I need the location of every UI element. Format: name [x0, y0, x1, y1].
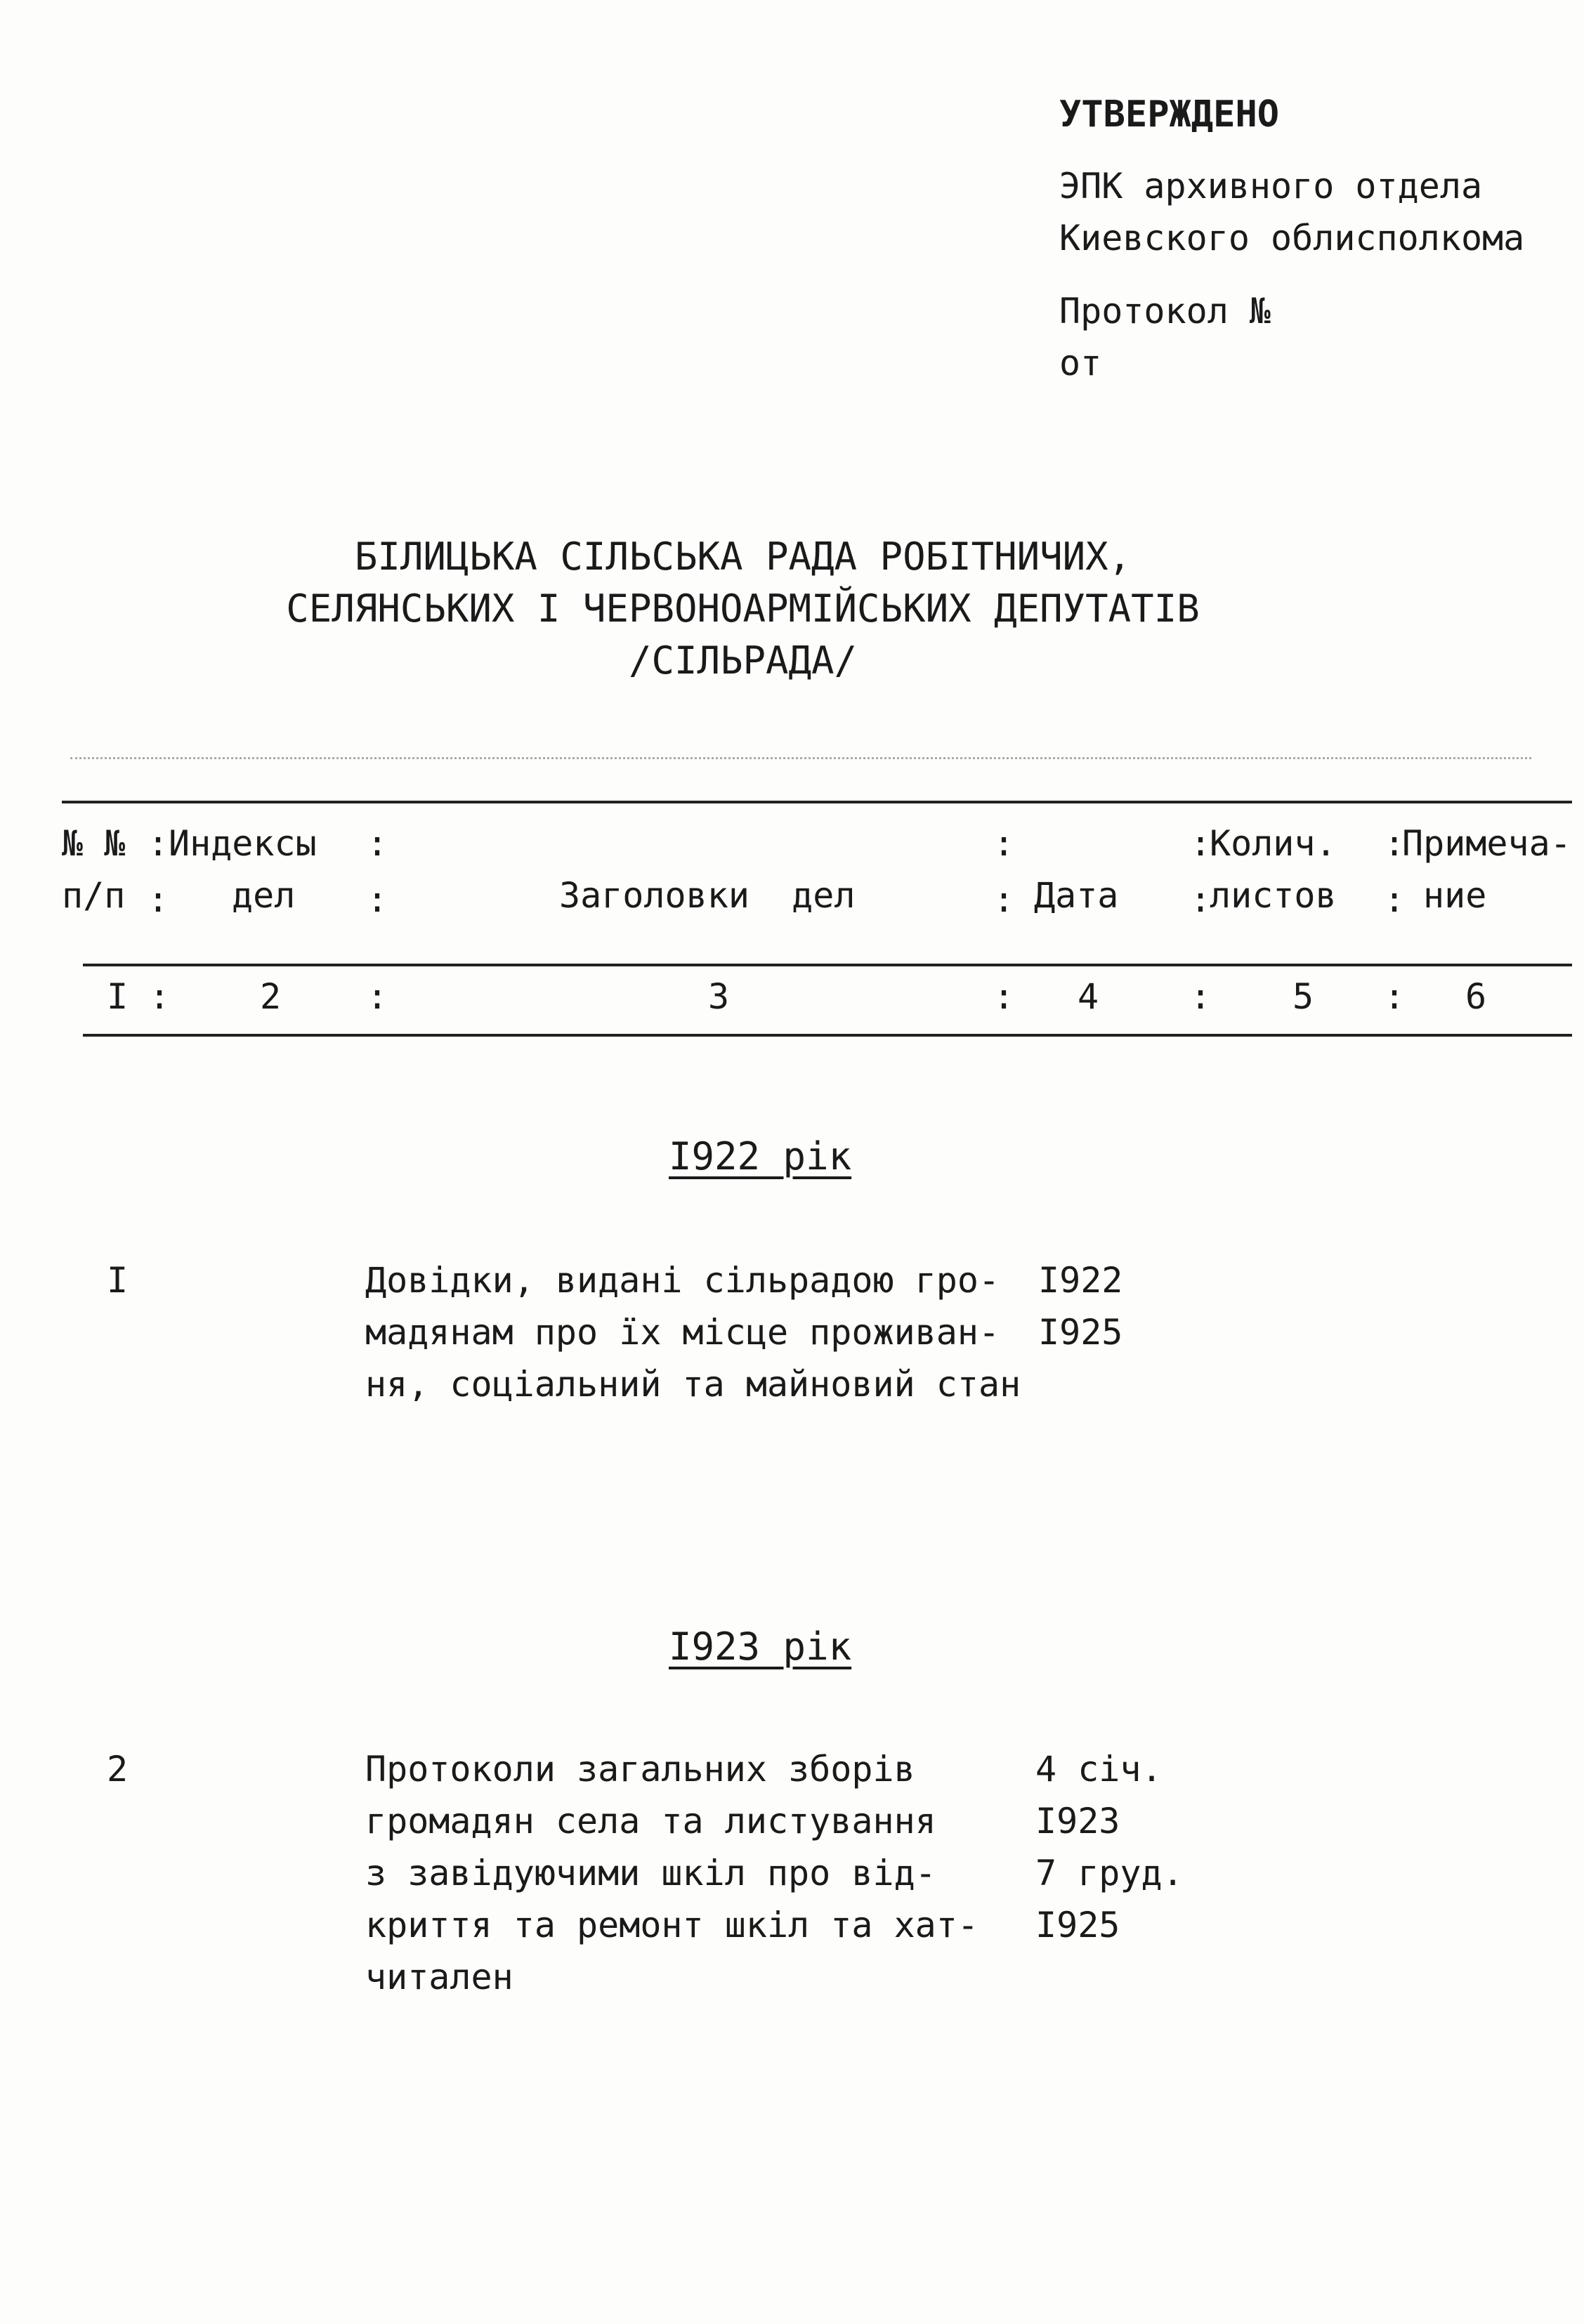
header-separator: :: [993, 976, 1015, 1017]
header-col-number-l2: п/п: [62, 875, 126, 916]
approval-line-2: Киевского облисполкома: [1059, 218, 1525, 258]
entry-title-line: з завідуючими шкіл про від-: [365, 1853, 936, 1893]
year-heading: I922 рік: [669, 1134, 852, 1179]
organization-heading: [0, 531, 1584, 687]
protocol-date: от: [1059, 343, 1102, 383]
header-col-notes-l2: ние: [1423, 875, 1487, 916]
entry-title-line: Протоколи загальних зборів: [365, 1749, 915, 1790]
column-number: 2: [260, 976, 282, 1017]
entry-number: 2: [107, 1749, 129, 1790]
column-number: 5: [1292, 976, 1314, 1017]
organization-line-2: СЕЛЯНСЬКИХ І ЧЕРВОНОАРМІЙСЬКИХ ДЕПУТАТІВ: [286, 586, 1200, 631]
entry-date-line: 7 груд.: [1035, 1853, 1184, 1893]
year-heading: I923 рік: [669, 1624, 852, 1669]
approval-title: УТВЕРЖДЕНО: [1059, 93, 1280, 136]
organization-line-1: БІЛИЦЬКА СІЛЬСЬКА РАДА РОБІТНИЧИХ,: [354, 534, 1132, 579]
header-separator: :: [367, 879, 388, 920]
header-separator: :: [1384, 823, 1406, 864]
header-mid-rule: [83, 964, 1572, 966]
header-col-number-l1: № №: [62, 823, 126, 864]
header-col-date: Дата: [1034, 875, 1119, 916]
entry-date-line: I922: [1038, 1260, 1123, 1301]
entry-date-line: I925: [1035, 1905, 1120, 1945]
entry-date-line: I925: [1038, 1312, 1123, 1353]
header-col-title: Заголовки дел: [559, 875, 856, 916]
entry-date-line: I923: [1035, 1801, 1120, 1842]
column-number: 6: [1465, 976, 1487, 1017]
header-top-rule: [62, 801, 1572, 803]
header-separator: :: [993, 823, 1015, 864]
entry-title-line: громадян села та листування: [365, 1801, 936, 1842]
column-number: 3: [708, 976, 730, 1017]
column-number: 4: [1078, 976, 1099, 1017]
header-col-index-l2: дел: [232, 875, 296, 916]
protocol-number: Протокол №: [1059, 291, 1271, 331]
header-separator: :: [148, 823, 169, 864]
column-number: I: [107, 976, 129, 1017]
organization-line-3: /СІЛЬРАДА/: [628, 638, 858, 683]
header-col-sheets-l1: Колич.: [1210, 823, 1337, 864]
entry-title-line: криття та ремонт шкіл та хат-: [365, 1905, 978, 1945]
header-separator: :: [367, 823, 388, 864]
header-separator: :: [1190, 976, 1212, 1017]
header-separator: :: [149, 976, 171, 1017]
header-separator: :: [1190, 879, 1212, 920]
entry-title-line: мадянам про їх місце проживан-: [365, 1312, 1000, 1353]
header-separator: :: [367, 976, 388, 1017]
header-bottom-rule: [83, 1034, 1572, 1037]
header-col-index-l1: Индексы: [169, 823, 317, 864]
entry-number: I: [107, 1260, 129, 1301]
entry-title-line: читален: [365, 1957, 513, 1997]
header-separator: :: [1190, 823, 1212, 864]
entry-title-line: ня, соціальний та майновий стан: [365, 1364, 1021, 1405]
approval-line-1: ЭПК архивного отдела: [1059, 166, 1483, 206]
header-separator: :: [993, 879, 1015, 920]
header-col-notes-l1: Примеча-: [1402, 823, 1571, 864]
divider-dotted: [70, 757, 1531, 759]
header-col-sheets-l2: листов: [1210, 875, 1337, 916]
header-separator: :: [148, 879, 169, 920]
header-separator: :: [1384, 976, 1406, 1017]
entry-title-line: Довідки, видані сільрадою гро-: [365, 1260, 1000, 1301]
header-separator: :: [1384, 879, 1406, 920]
entry-date-line: 4 січ.: [1035, 1749, 1163, 1790]
